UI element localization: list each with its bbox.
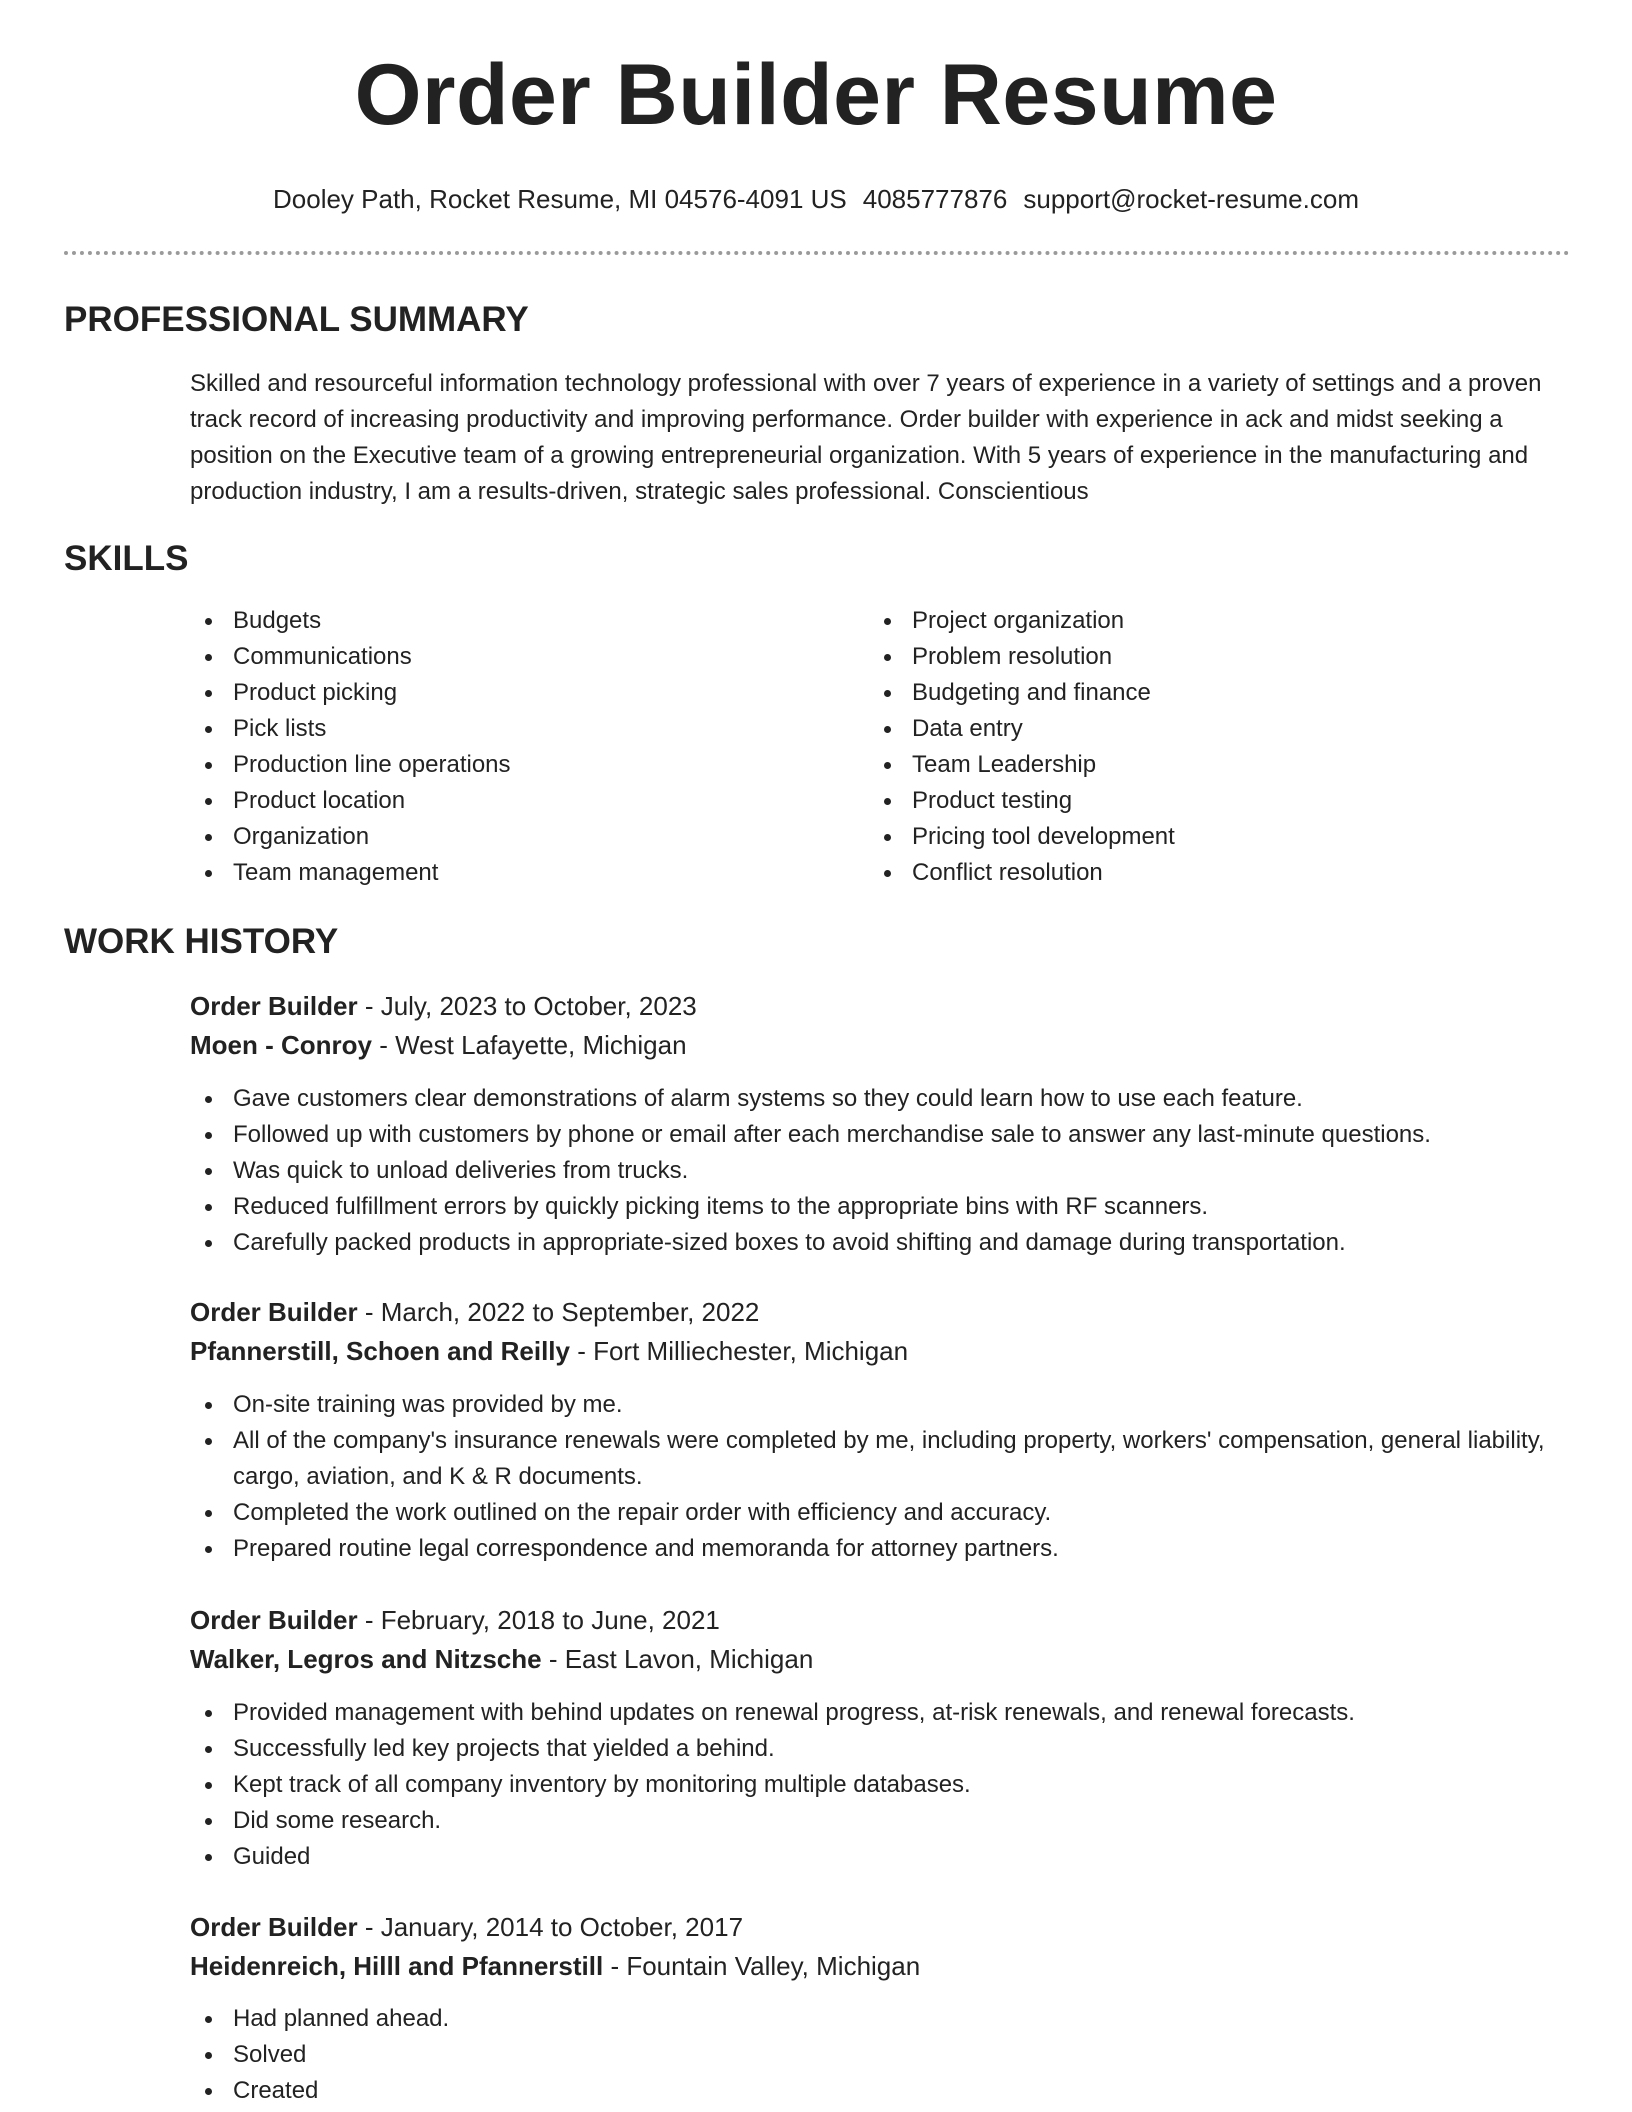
skills-heading: SKILLS xyxy=(64,539,189,578)
skill-item: Project organization xyxy=(869,603,1509,639)
job-bullets xyxy=(190,1387,1570,1567)
job-company-line xyxy=(190,1641,813,1677)
job-bullet: Successfully led key projects that yielded a behind. xyxy=(190,1731,1570,1767)
contact-email: support@rocket-resume.com xyxy=(1023,184,1359,214)
job-bullet: Guided xyxy=(190,1839,1570,1875)
skill-item: Production line operations xyxy=(190,747,830,783)
job-company: Pfannerstill, Schoen and Reilly xyxy=(190,1336,570,1366)
skill-item: Problem resolution xyxy=(869,639,1509,675)
contact-address: Dooley Path, Rocket Resume, MI 04576-4091 US xyxy=(273,184,847,214)
skills-list-right xyxy=(869,603,1509,891)
skill-item: Data entry xyxy=(869,711,1509,747)
job-bullet: Gave customers clear demonstrations of alarm systems so they could learn how to use each feature. xyxy=(190,1081,1570,1117)
job-company: Heidenreich, Hilll and Pfannerstill xyxy=(190,1951,604,1981)
skill-item: Product testing xyxy=(869,783,1509,819)
job-bullet: Had planned ahead. xyxy=(190,2001,1570,2037)
job-title-line xyxy=(190,1294,759,1330)
job-dates: - July, 2023 to October, 2023 xyxy=(357,991,697,1021)
job-dates: - March, 2022 to September, 2022 xyxy=(357,1297,760,1327)
job-company-line xyxy=(190,1027,687,1063)
job-title-line xyxy=(190,988,697,1024)
skill-item: Budgeting and finance xyxy=(869,675,1509,711)
job-title: Order Builder xyxy=(190,1297,358,1327)
skill-item: Team Leadership xyxy=(869,747,1509,783)
job-company: Moen - Conroy xyxy=(190,1030,372,1060)
job-bullets xyxy=(190,1081,1570,1261)
job-location: - Fountain Valley, Michigan xyxy=(603,1951,921,1981)
skill-item: Pricing tool development xyxy=(869,819,1509,855)
resume-title: Order Builder Resume xyxy=(354,47,1278,143)
job-bullet: Carefully packed products in appropriate-sized boxes to avoid shifting and damage during transportation. xyxy=(190,1225,1570,1261)
skill-item: Budgets xyxy=(190,603,830,639)
contact-line xyxy=(0,183,1632,215)
job-location: - Fort Milliechester, Michigan xyxy=(569,1336,909,1366)
skill-item: Conflict resolution xyxy=(869,855,1509,891)
job-location: - West Lafayette, Michigan xyxy=(372,1030,687,1060)
summary-heading: PROFESSIONAL SUMMARY xyxy=(64,300,529,339)
work-history-heading: WORK HISTORY xyxy=(64,922,339,961)
skill-item: Pick lists xyxy=(190,711,830,747)
job-company: Walker, Legros and Nitzsche xyxy=(190,1644,542,1674)
job-title-line xyxy=(190,1909,743,1945)
header-divider xyxy=(64,251,1570,255)
skill-item: Product location xyxy=(190,783,830,819)
job-company-line xyxy=(190,1333,908,1369)
job-dates: - February, 2018 to June, 2021 xyxy=(357,1605,720,1635)
job-bullets xyxy=(190,1695,1570,1875)
summary-text: Skilled and resourceful information technology professional with over 7 years of experience in a variety of settings and a proven track record of increasing productivity and improving performance. Order builder with experience in ack and midst seeking a position on the Executive team of a growing entrepreneurial organization. With 5 years of experience in the manufacturing and production industry, I am a results-driven, strategic sales professional. Conscientious xyxy=(190,370,1542,505)
job-bullet: Kept track of all company inventory by monitoring multiple databases. xyxy=(190,1767,1570,1803)
job-dates: - January, 2014 to October, 2017 xyxy=(357,1912,744,1942)
job-title: Order Builder xyxy=(190,1912,358,1942)
skill-item: Product picking xyxy=(190,675,830,711)
job-bullet: Created xyxy=(190,2073,1570,2109)
skill-item: Communications xyxy=(190,639,830,675)
job-bullet: All of the company's insurance renewals were completed by me, including property, workers' compensation, general liability, cargo, aviation, and K & R documents. xyxy=(190,1423,1570,1495)
job-bullet: Prepared routine legal correspondence and memoranda for attorney partners. xyxy=(190,1531,1570,1567)
contact-phone: 4085777876 xyxy=(862,184,1008,214)
job-bullet: Followed up with customers by phone or email after each merchandise sale to answer any last-minute questions. xyxy=(190,1117,1570,1153)
skills-list-left xyxy=(190,603,830,891)
job-bullet: Reduced fulfillment errors by quickly picking items to the appropriate bins with RF scanners. xyxy=(190,1189,1570,1225)
job-bullet: Was quick to unload deliveries from trucks. xyxy=(190,1153,1570,1189)
job-location: - East Lavon, Michigan xyxy=(541,1644,814,1674)
skill-item: Team management xyxy=(190,855,830,891)
job-title-line xyxy=(190,1602,720,1638)
job-bullet: Completed the work outlined on the repair order with efficiency and accuracy. xyxy=(190,1495,1570,1531)
job-bullet: On-site training was provided by me. xyxy=(190,1387,1570,1423)
job-title: Order Builder xyxy=(190,1605,358,1635)
job-company-line xyxy=(190,1948,920,1984)
job-bullet: Provided management with behind updates on renewal progress, at-risk renewals, and renewal forecasts. xyxy=(190,1695,1570,1731)
job-title: Order Builder xyxy=(190,991,358,1021)
job-bullets xyxy=(190,2001,1570,2109)
skill-item: Organization xyxy=(190,819,830,855)
job-bullet: Solved xyxy=(190,2037,1570,2073)
job-bullet: Did some research. xyxy=(190,1803,1570,1839)
